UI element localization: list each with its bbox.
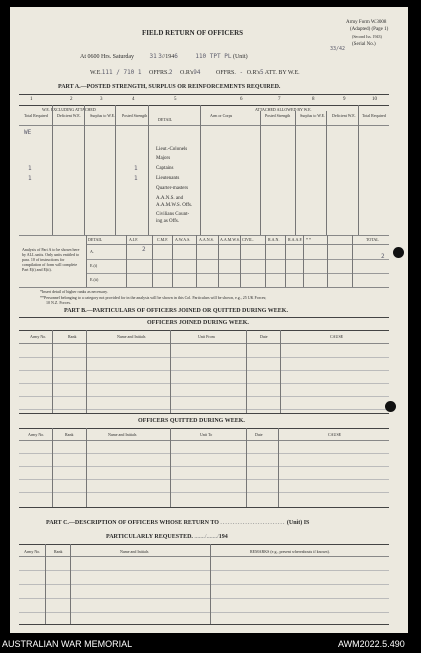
posted-captains: 1 [134,165,138,172]
punch-hole [393,247,404,258]
part-c-col: REMARKS (e.g., present whereabouts if known). [250,549,330,554]
subheader: Surplus to W.E. [90,113,116,118]
analysis-col: A.A.N.S. [199,237,214,242]
rank-label: Majors [156,156,171,161]
subheader: Deficient W.E. [332,113,356,118]
posted-lieutenants: 1 [134,175,138,182]
rank-label: Captains [156,166,174,171]
analysis-col: A.I.F. [129,237,139,242]
col-number: 6 [240,97,243,102]
we-excluding-attached: W.E. EXCLUDING ATTACHED [42,107,96,112]
analysis-detail-header: DETAIL [88,237,103,242]
analysis-col: TOTAL [366,237,379,242]
quitted-col: Date [255,432,263,437]
archive-name: AUSTRALIAN WAR MEMORIAL [2,639,133,649]
quitted-col: Name and Initials [108,432,137,437]
subheader: Deficient W.E. [57,113,81,118]
joined-col: Name and Initials [117,334,146,339]
required-captains: 1 [28,165,32,172]
subheader: Total Required [362,113,386,118]
archive-id: AWM2022.5.490 [338,639,405,649]
rank-label: A.A.N.S. and [156,196,184,201]
required-lieutenants: 1 [28,175,32,182]
analysis-col: R.A.N. [268,237,280,242]
analysis-col: A.W.A.S. [175,237,191,242]
col-number: 10 [372,97,377,102]
field-return-form [10,7,408,633]
analysis-col: C.M.F. [157,237,169,242]
row-a-label: A. [90,249,94,254]
serial-number-value: 33/42 [330,46,346,52]
joined-heading: OFFICERS JOINED DURING WEEK. [147,320,249,326]
rank-label: ing as Offs. [156,219,180,224]
col-number: 2 [70,97,73,102]
quitted-heading: OFFICERS QUITTED DURING WEEK. [138,418,245,424]
col-number: 5 [174,97,177,102]
part-c-col: Army No. [24,549,41,554]
rank-label: Civilians Count- [156,212,190,217]
analysis-col: R.A.A.F. [288,237,303,242]
analysis-aif-value: 2 [142,246,146,253]
we-strength-line: W.E.111 / 710 1 OFFRS.2 O.R's94 OFFRS. - O.R's5 ATT. BY W.E. [90,69,300,76]
col-number: 7 [278,97,281,102]
part-a-heading: PART A.—POSTED STRENGTH, SURPLUS OR REINFORCEMENTS REQUIRED. [58,84,281,90]
quitted-col: Army No. [28,432,45,437]
quitted-col: Unit To [200,432,213,437]
subheader: Posted Strength [122,113,148,118]
joined-col: Unit From [198,334,215,339]
detail-header: DETAIL [158,117,173,122]
footnote-3: 10 N.Z. Forces. [46,300,71,305]
analysis-total-value: 2 [381,253,385,260]
joined-col: Army No. [30,334,47,339]
row-b-label: E.(i) [90,263,98,268]
col-number: 1 [30,97,33,102]
footnote-2: **Personnel belonging to a category not provided for in the analysis will be shown in this Col. Particulars will be shown, e.g., 25 UK Forces; [40,295,267,300]
joined-col: CAUSE [330,334,344,339]
part-c-col: Name and Initials [120,549,149,554]
subheader: Posted Strength [265,113,291,118]
second-issue: (Second Iss. 1943) [352,34,382,39]
part-c-col: Rank [54,549,63,554]
part-b-heading: PART B.—PARTICULARS OF OFFICERS JOINED OR QUITTED DURING WEEK. [64,308,288,314]
adapted-page: (Adapted) (Page 1) [350,27,389,32]
rank-label: Lieut.-Colonels [156,147,188,152]
subheader: Surplus to W.E. [300,113,326,118]
rank-label: Lieutenants [156,176,180,181]
punch-hole [385,401,396,412]
analysis-col: * * [306,237,311,242]
joined-col: Date [260,334,268,339]
serial-number-label: (Serial No.) [352,42,376,47]
army-form-number: Army Form W.3008 [346,20,387,25]
joined-col: Rank [68,334,77,339]
time-date-line: At 0600 Hrs. Saturday 31 3//1946 110 TPT PL (Unit) [80,53,248,60]
quitted-col: CAUSE [328,432,342,437]
col-number: 3 [100,97,103,102]
footnote-1: *Insert detail of higher ranks as necessary. [40,289,108,294]
col-number: 4 [132,97,135,102]
part-c-requested: PARTICULARLY REQUESTED. ......./......./194 [106,534,228,540]
subheader: Arm or Corps [210,113,233,118]
row-c-label: E.(ii) [90,277,99,282]
attached-allowed: ATTACHED ALLOWED BY W.E. [255,107,312,112]
subheader: Total Required [24,113,48,118]
form-title: FIELD RETURN OF OFFICERS [142,29,244,37]
col-number: 9 [343,97,346,102]
analysis-col: CIVIL. [242,237,254,242]
we-handwritten: WE [24,129,32,136]
archive-footer [0,637,421,653]
analysis-note: Analysis of Part A to be shown here by ALL units. Only units entitled to para. 10 of instructions for compilation of form will complete Part E(i) and E(ii). [22,247,80,272]
rank-label: A.A.M.W.S. Offs. [156,203,193,208]
quitted-col: Rank [65,432,74,437]
analysis-col: A.A.M.W.S. [220,237,240,242]
rank-label: Quarter-masters [156,186,189,191]
part-c-heading: PART C.—DESCRIPTION OF OFFICERS WHOSE RETURN TO .......................... (Unit) IS [46,520,310,526]
col-number: 8 [312,97,315,102]
